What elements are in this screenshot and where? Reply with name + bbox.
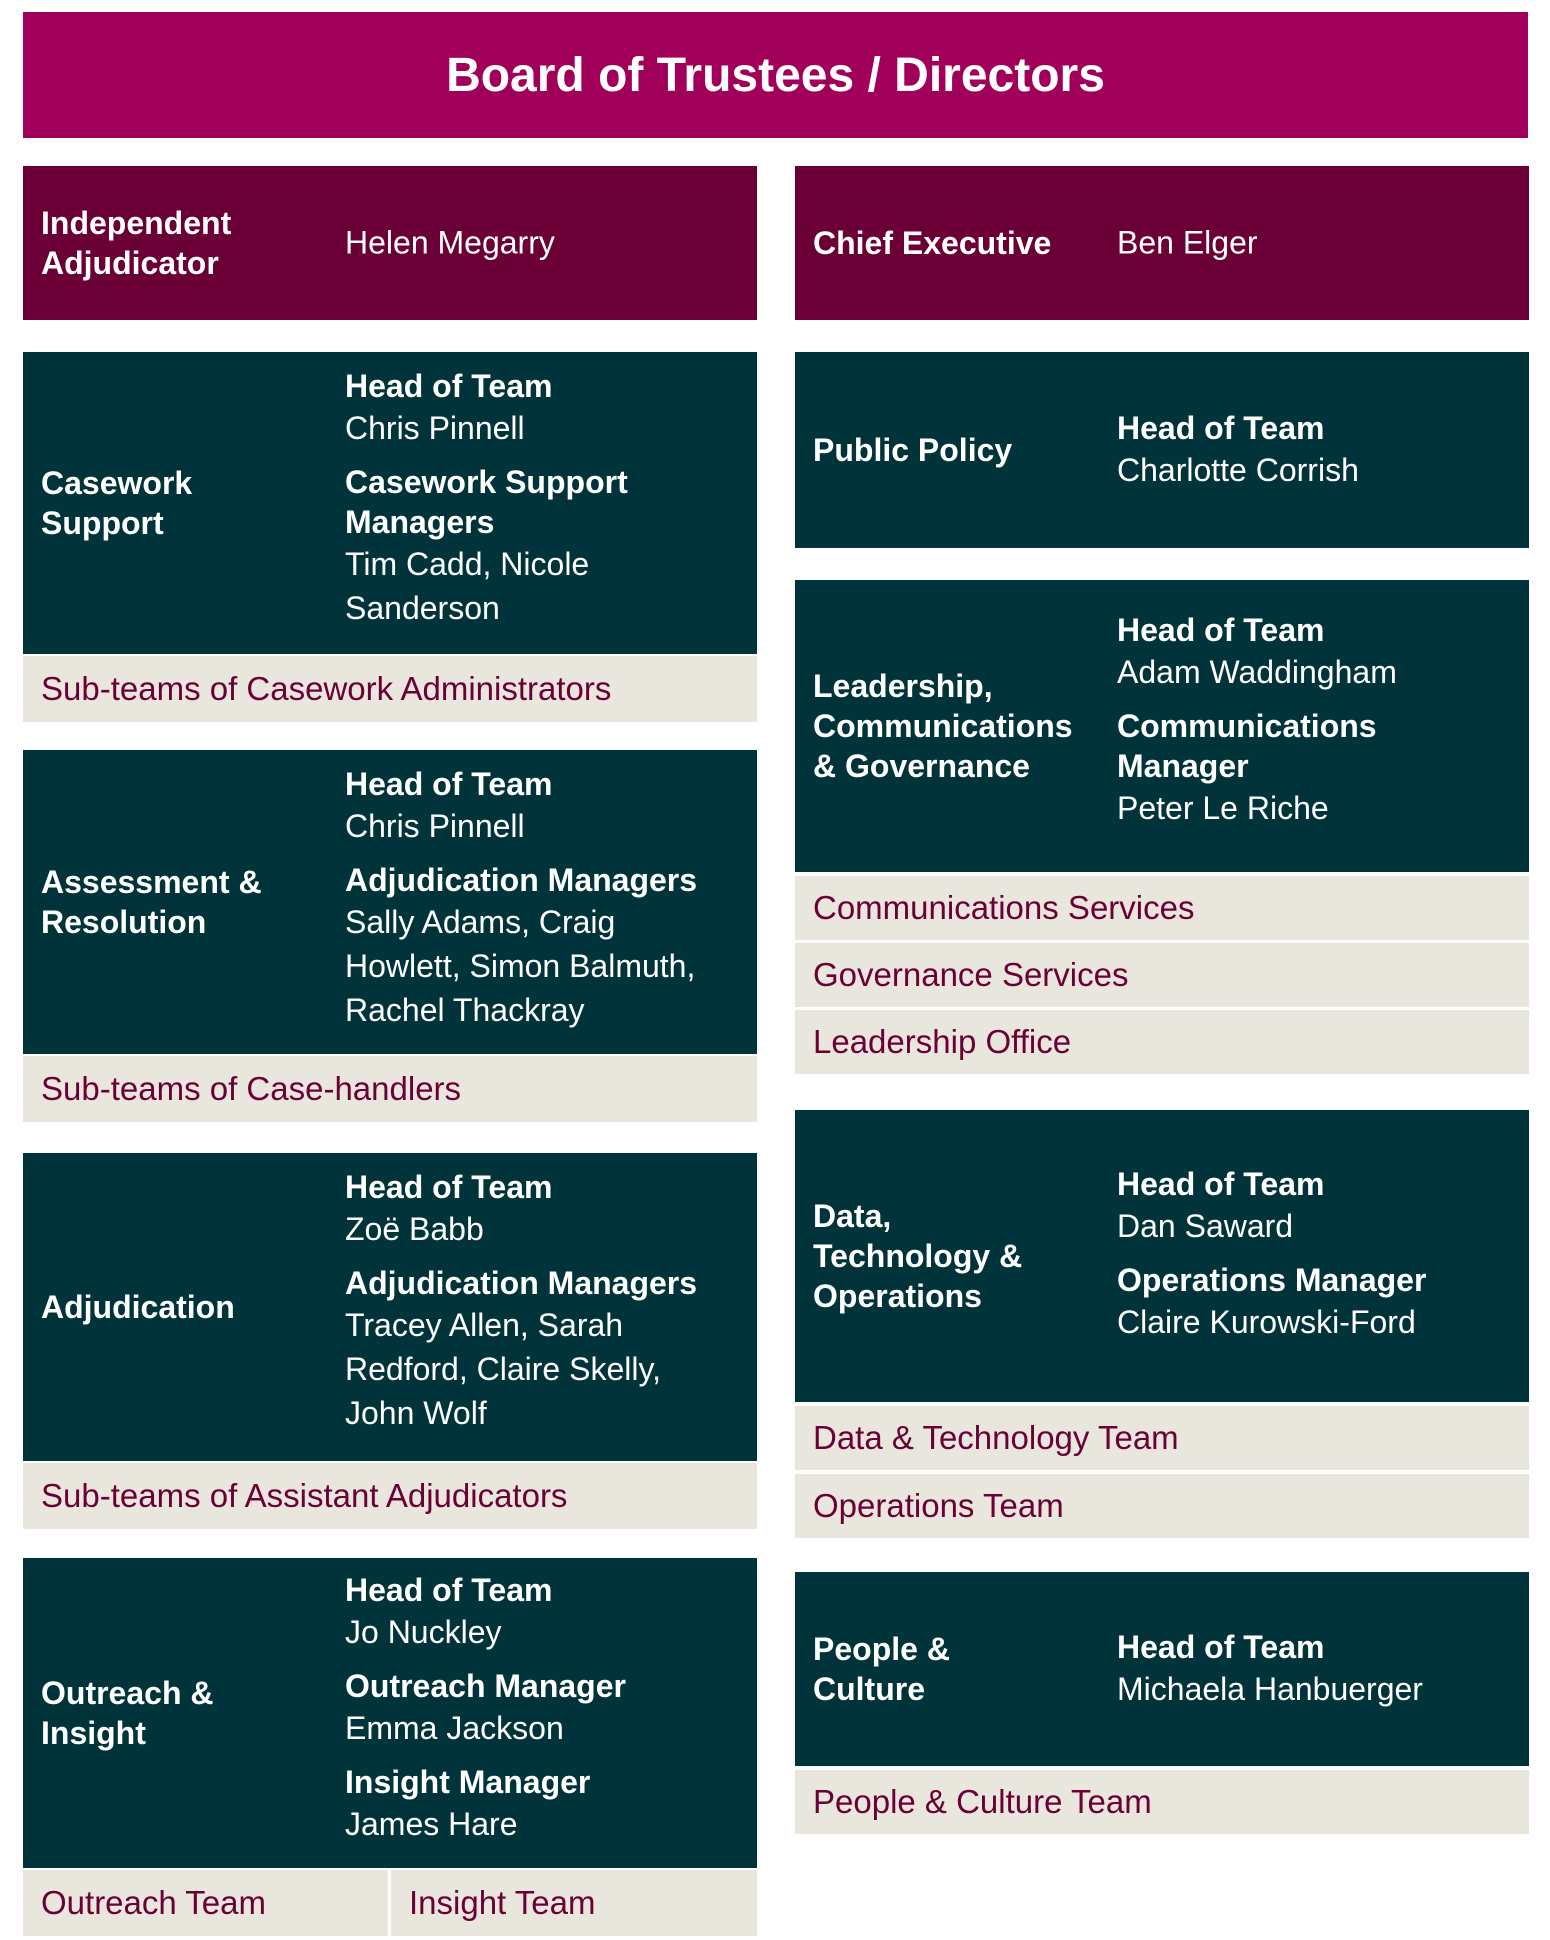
head-of-team-name: Michaela Hanbuerger	[1117, 1671, 1423, 1707]
assessment-resolution-info	[345, 764, 697, 1032]
board-title: Board of Trustees / Directors	[446, 48, 1105, 102]
independent-adjudicator-name: Helen Megarry	[345, 224, 555, 261]
data-technology-subteam-1: Data & Technology Team	[795, 1406, 1529, 1470]
chief-executive-name: Ben Elger	[1117, 224, 1258, 261]
leadership-subteam-2: Governance Services	[795, 943, 1529, 1007]
head-of-team-role: Head of Team	[1117, 1166, 1325, 1202]
leadership-info	[1117, 610, 1397, 830]
head-of-team-name: Chris Pinnell	[345, 410, 525, 446]
manager-role: Adjudication Managers	[345, 862, 698, 898]
casework-support-box	[23, 352, 757, 654]
outreach-insight-label: Outreach & Insight	[41, 1675, 214, 1751]
outreach-manager-name: Emma Jackson	[345, 1710, 564, 1746]
manager-role: Casework Support Managers	[345, 464, 628, 540]
operations-manager-role: Operations Manager	[1117, 1262, 1427, 1298]
data-technology-subteam-2: Operations Team	[795, 1474, 1529, 1538]
head-of-team-role: Head of Team	[1117, 612, 1325, 648]
public-policy-label: Public Policy	[813, 432, 1013, 468]
head-of-team-role: Head of Team	[345, 766, 553, 802]
communications-manager-name: Peter Le Riche	[1117, 790, 1329, 826]
leadership-label: Leadership, Communications & Governance	[813, 668, 1073, 784]
head-of-team-role: Head of Team	[1117, 1629, 1325, 1665]
adjudication-info	[345, 1167, 697, 1435]
assessment-resolution-box	[23, 750, 757, 1054]
board-banner	[23, 12, 1528, 138]
insight-manager-role: Insight Manager	[345, 1764, 591, 1800]
leadership-subteam-3: Leadership Office	[795, 1010, 1529, 1074]
casework-support-info	[345, 366, 628, 630]
adjudication-box	[23, 1153, 757, 1461]
adjudication-subteam: Sub-teams of Assistant Adjudicators	[23, 1463, 757, 1529]
assessment-subteam: Sub-teams of Case-handlers	[23, 1056, 757, 1122]
head-of-team-role: Head of Team	[345, 1572, 553, 1608]
head-of-team-name: Adam Waddingham	[1117, 654, 1397, 690]
manager-role: Adjudication Managers	[345, 1265, 698, 1301]
head-of-team-name: Charlotte Corrish	[1117, 452, 1359, 488]
data-technology-label: Data, Technology & Operations	[813, 1198, 1023, 1314]
head-of-team-name: Zoë Babb	[345, 1211, 484, 1247]
people-culture-info	[1117, 1627, 1423, 1711]
outreach-insight-info	[345, 1570, 626, 1846]
data-technology-info	[1117, 1164, 1426, 1344]
independent-adjudicator-label: Independent Adjudicator	[41, 205, 232, 281]
data-technology-box	[795, 1110, 1529, 1402]
casework-subteam: Sub-teams of Casework Administrators	[23, 656, 757, 722]
leadership-box	[795, 580, 1529, 872]
chief-executive-label: Chief Executive	[813, 225, 1052, 261]
public-policy-box	[795, 352, 1529, 548]
people-culture-box	[795, 1572, 1529, 1766]
insight-team-subteam: Insight Team	[391, 1870, 757, 1936]
head-of-team-name: Chris Pinnell	[345, 808, 525, 844]
head-of-team-name: Jo Nuckley	[345, 1614, 502, 1650]
leadership-subteam-1: Communications Services	[795, 876, 1529, 940]
insight-manager-name: James Hare	[345, 1806, 518, 1842]
outreach-team-subteam: Outreach Team	[23, 1870, 388, 1936]
manager-names: Sally Adams, Craig Howlett, Simon Balmuth, Rachel Thackray	[345, 904, 696, 1028]
people-culture-subteam: People & Culture Team	[795, 1770, 1529, 1834]
manager-names: Tim Cadd, Nicole Sanderson	[345, 546, 590, 626]
adjudication-label: Adjudication	[41, 1289, 235, 1325]
operations-manager-name: Claire Kurowski-Ford	[1117, 1304, 1416, 1340]
communications-manager-role: Communications Manager	[1117, 708, 1377, 784]
head-of-team-role: Head of Team	[345, 368, 553, 404]
assessment-resolution-label: Assessment & Resolution	[41, 864, 262, 940]
people-culture-label: People & Culture	[813, 1631, 950, 1707]
casework-support-label: Casework Support	[41, 465, 193, 541]
public-policy-info	[1117, 408, 1359, 492]
manager-names: Tracey Allen, Sarah Redford, Claire Skelly, John Wolf	[345, 1307, 661, 1431]
outreach-insight-box	[23, 1558, 757, 1868]
head-of-team-name: Dan Saward	[1117, 1208, 1294, 1244]
outreach-manager-role: Outreach Manager	[345, 1668, 626, 1704]
independent-adjudicator-box	[23, 166, 757, 320]
chief-executive-box	[795, 166, 1529, 320]
head-of-team-role: Head of Team	[1117, 410, 1325, 446]
head-of-team-role: Head of Team	[345, 1169, 553, 1205]
